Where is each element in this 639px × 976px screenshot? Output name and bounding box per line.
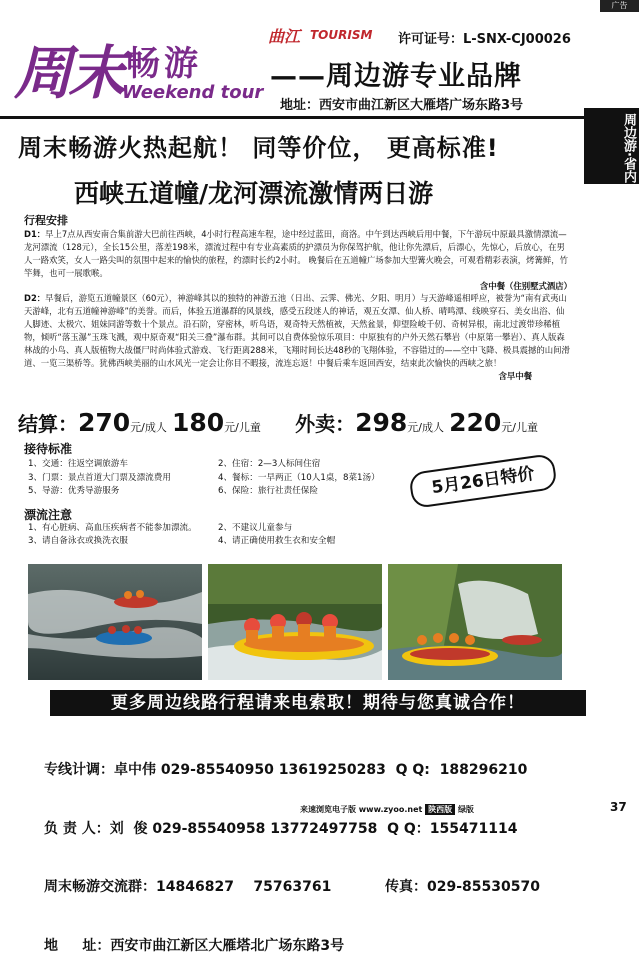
brand-name: 曲江 xyxy=(268,27,301,46)
settle-adult-unit: 元/成人 xyxy=(130,421,167,434)
footer-edition-box: 陕西版 xyxy=(425,804,455,815)
note-item: 4、请正确使用救生衣和安全帽 xyxy=(218,536,336,546)
footer xyxy=(300,804,474,815)
note-item: 1、有心脏病、高血压疾病者不能参加漂流。 xyxy=(28,523,197,533)
note-item: 3、请自备泳衣或换洗衣服 xyxy=(28,536,128,546)
footer-edition: 绿版 xyxy=(457,805,474,814)
call-to-action-banner: 更多周边线路行程请来电索取！期待与您真诚合作！ xyxy=(50,690,586,716)
special-price-badge: 5月26日特价 xyxy=(408,453,558,509)
standard-item: 5、导游：优秀导游服务 xyxy=(28,486,120,496)
day1-text: 早上7点从西安南合集前游大巴前往西峡，4小时行程高速车程，途中经过蓝田，商洛。中午到达西峡后用中餐，下午游玩中原最具激情漂流—龙河漂流（128元），全长15公里，落差198米，漂流过程中有专业高素质的护漂员为你保驾护航，他让你先漂后，后漂心，先惊心，后放心，在男人一路欢笑，女人一路尖叫的氛围中起来的愉快的旅程，约漂时长约2小时。 晚餐后在五道幢广场参加大型篝火晚会，可观看精彩表演，烤篝鲜，竹竿舞，也可一展歌喉。 xyxy=(24,228,568,278)
notes-heading: 漂流注意 xyxy=(24,508,73,522)
rafting-photo-3 xyxy=(388,564,562,680)
retail-label: 外卖： xyxy=(295,412,356,436)
settle-label: 结算： xyxy=(18,412,78,436)
day2-text: 早餐后，游览五道幢景区（60元），神游峰其以的独特的神游五池（日出、云霁、佛光、夕阳、明月）与天游峰遥相呼应，被誉为“南有武夷山天游峰，北有五道幢神游峰”的美誉。而后，体验五道瀑群的风景线，感受五段迷人的神话，观五女潭、仙人桥、晴鸣潭、线映穿石、美女出浴、仙人脚迹、太极穴、姐妹同游等数十个景点。沿石阶，穿密林，听鸟语，观奇特天然植被，天然盆景，仰望险峻千仞、奇树异根，南北过渡带珍稀植物，倾听“落玉瀑”玉珠飞溅，观中原奇观“阳关三叠”瀑布群。其间可以自费体验惊乐项目：中原独有的户外天然石攀岩（中原第一攀岩）、真人版森林战的小鸟、真人版植物大战僵尸时尚体验式游戏、飞行距离288米，飞翔时间长达48秒的飞翔体验，不容错过的——空中飞降、极具震撼的山间滑道、一览三渠桥等。犹佛西峡美丽的山水风光一定会让你目不暇接，流连忘返！中餐后乘车返回西安，结束此次愉快的西峡之旅！ xyxy=(24,293,570,368)
contact-line: 负 责 人：刘 俊 029-85540958 13772497758 Q Q：155471114 xyxy=(44,820,518,837)
rafting-photo-1-image xyxy=(28,564,202,680)
tour-title: 西峡五道幢/龙河漂流激情两日游 xyxy=(74,179,434,208)
standard-item: 2、住宿：2—3人标间住宿 xyxy=(218,459,321,469)
settle-adult-price: 270 xyxy=(78,408,131,437)
logo-zh-mark: 周末 xyxy=(14,39,123,107)
day2-label: D2： xyxy=(24,293,46,304)
retail-child-unit: 元/儿童 xyxy=(501,421,538,434)
notes-list xyxy=(28,522,428,548)
contact-line: 地 址：西安市曲江新区大雁塔北广场东路3号 xyxy=(44,937,345,954)
license-number: 许可证号：L-SNX-CJ00026 xyxy=(398,32,571,47)
logo-zh-text: 畅游 xyxy=(126,44,202,84)
day1-label: D1： xyxy=(24,228,46,239)
rafting-photo-1 xyxy=(28,564,202,680)
rafting-photo-3-image xyxy=(388,564,562,680)
retail-adult-price: 298 xyxy=(355,408,408,437)
day1 xyxy=(24,228,572,280)
itinerary xyxy=(24,215,572,383)
headline: 周末畅游火热起航！ 同等价位， 更高标准! xyxy=(18,134,499,162)
day2 xyxy=(24,292,572,369)
ad-tag: 广告 xyxy=(600,0,639,12)
contact-block xyxy=(44,722,540,976)
standards-heading: 接待标准 xyxy=(24,442,73,456)
settle-child-price: 180 xyxy=(172,408,225,437)
day2-meal: 含早中餐 xyxy=(498,370,532,381)
section-tab: 周边游·省内 xyxy=(584,108,639,184)
slogan: ——周边游专业品牌 xyxy=(270,61,522,92)
brand-en: TOURISM xyxy=(310,28,373,42)
settle-child-unit: 元/儿童 xyxy=(224,421,261,434)
contact-line: 专线计调：卓中伟 029-85540950 13619250283 Q Q: 188296210 xyxy=(44,762,528,778)
footer-text: 来速浏览电子版 www.zyoo.net xyxy=(300,805,423,814)
standard-item: 4、餐标：一早两正（10人1桌，8菜1汤） xyxy=(218,472,380,483)
rafting-photo-2 xyxy=(208,564,382,680)
day1-meal: 含中餐（住别墅式酒店） xyxy=(479,280,572,291)
standard-item: 3、门票：景点首道大门票及漂流费用 xyxy=(28,472,171,483)
itinerary-heading: 行程安排 xyxy=(24,214,68,227)
retail-child-price: 220 xyxy=(449,408,502,437)
contact-line: 周末畅游交流群：14846827 75763761 传真：029-85530570 xyxy=(44,879,540,895)
logo-en-text: Weekend tour xyxy=(122,82,264,103)
standard-item: 1、交通：往返空调旅游车 xyxy=(28,459,128,469)
price-row xyxy=(18,408,588,437)
standard-item: 6、保险：旅行社责任保险 xyxy=(218,486,318,496)
header-address: 地址：西安市曲江新区大雁塔广场东路3号 xyxy=(280,98,524,113)
divider xyxy=(0,116,584,119)
rafting-photo-2-image xyxy=(208,564,382,680)
note-item: 2、不建议儿童参与 xyxy=(218,523,293,533)
retail-adult-unit: 元/成人 xyxy=(407,421,444,434)
page-number: 37 xyxy=(610,800,627,814)
standards-list xyxy=(28,458,428,499)
